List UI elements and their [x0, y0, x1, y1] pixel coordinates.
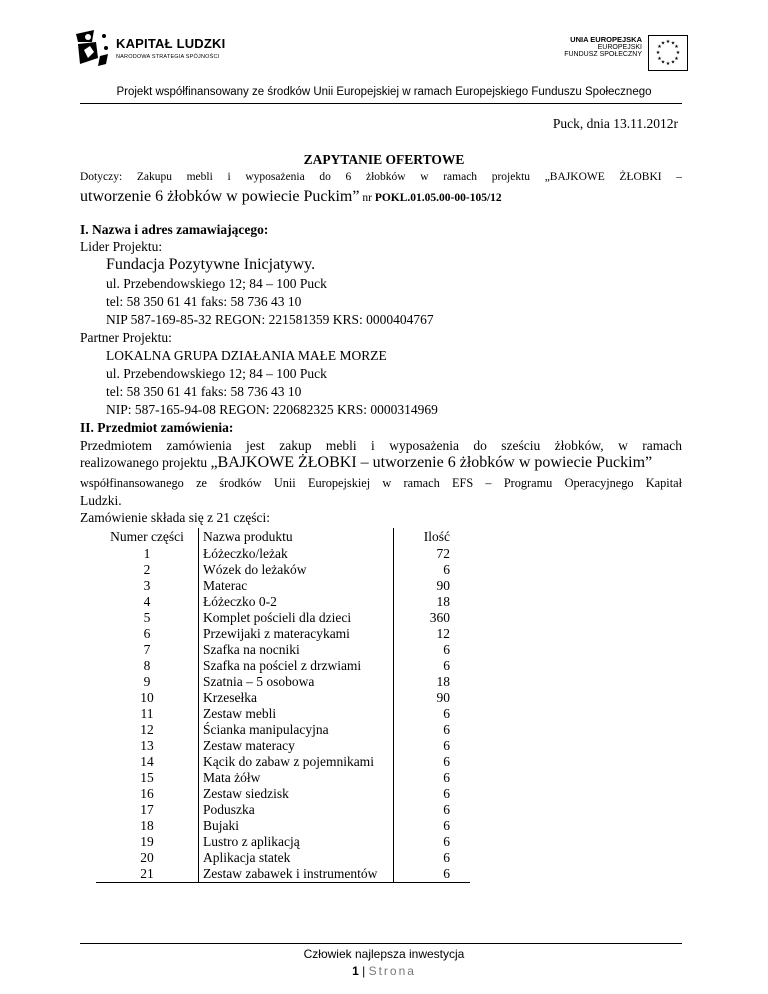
cell-product-name: Mata żółw — [199, 770, 394, 786]
cell-quantity: 72 — [394, 546, 471, 562]
logo-left-title: KAPITAŁ LUDZKI — [116, 36, 226, 51]
table-row — [96, 738, 470, 754]
cell-part-number: 2 — [143, 562, 151, 577]
table-row — [96, 642, 470, 658]
cell-part-number: 5 — [143, 610, 151, 625]
table-row — [96, 770, 470, 786]
cell-product-name: Lustro z aplikacją — [199, 834, 394, 850]
cell-product-name: Przewijaki z materacykami — [199, 626, 394, 642]
svg-text:★: ★ — [655, 50, 661, 56]
page-number: 1 — [352, 964, 359, 978]
header-cell-part-number: Numer części — [110, 529, 184, 544]
parts-intro: Zamówienie składa się z 21 części: — [80, 510, 271, 525]
cell-product-name: Krzesełka — [199, 690, 394, 706]
parts-table — [96, 528, 470, 883]
cell-part-number: 21 — [96, 866, 199, 883]
section-1-title: I. Nazwa i adres zamawiającego: — [80, 222, 269, 237]
subject-line-1: Przedmiotem zamówienia jest zakup mebli i wyposażenia do sześciu żłobków, w ramach — [80, 438, 682, 453]
svg-text:★: ★ — [670, 40, 676, 47]
cell-quantity: 6 — [394, 850, 471, 866]
leader-contact: tel: 58 350 61 41 faks: 58 736 43 10 — [106, 294, 302, 309]
table-row — [96, 626, 470, 642]
svg-text:★: ★ — [670, 59, 676, 66]
cell-quantity: 6 — [394, 658, 471, 674]
table-row — [96, 594, 470, 610]
cell-product-name: Poduszka — [199, 802, 394, 818]
cell-part-number: 1 — [143, 546, 151, 561]
cell-part-number: 7 — [143, 642, 151, 657]
table-row — [96, 834, 470, 850]
cell-quantity: 6 — [394, 754, 471, 770]
header-cell-product-name: Nazwa produktu — [199, 528, 394, 546]
page-number-footer: 1 | Strona — [352, 964, 416, 978]
eu-flag-icon — [648, 35, 688, 71]
cell-part-number: 6 — [143, 626, 151, 641]
cell-product-name: Kącik do zabaw z pojemnikami — [199, 754, 394, 770]
cell-product-name: Ścianka manipulacyjna — [199, 722, 394, 738]
table-row — [96, 818, 470, 834]
cell-product-name: Szatnia – 5 osobowa — [199, 674, 394, 690]
subject-line-4: Ludzki. — [80, 493, 122, 508]
table-row — [96, 610, 470, 626]
svg-text:★: ★ — [665, 61, 671, 67]
cell-quantity: 90 — [394, 690, 471, 706]
concerns-line-1: Dotyczy: Zakupu mebli i wyposażenia do 6 żłobków w ramach projektu „BAJKOWE ŻŁOBKI – — [80, 171, 682, 183]
svg-text:★: ★ — [674, 56, 679, 62]
leader-address: ul. Przebendowskiego 12; 84 – 100 Puck — [106, 276, 327, 291]
cell-product-name: Zestaw zabawek i instrumentów — [199, 866, 394, 883]
page-header — [0, 0, 768, 110]
cell-quantity: 12 — [394, 626, 471, 642]
table-row — [96, 546, 470, 562]
table-row — [96, 690, 470, 706]
partner-label: Partner Projektu: — [80, 330, 172, 345]
cell-quantity: 6 — [394, 834, 471, 850]
cell-quantity: 6 — [394, 722, 471, 738]
svg-text:★: ★ — [674, 44, 679, 50]
table-row — [96, 802, 470, 818]
cell-quantity: 6 — [394, 706, 471, 722]
project-code: POKL.01.05.00-00-105/12 — [374, 192, 502, 204]
cell-product-name: Zestaw mebli — [199, 706, 394, 722]
cell-product-name: Zestaw siedzisk — [199, 786, 394, 802]
cell-product-name: Materac — [199, 578, 394, 594]
kapital-ludzki-emblem-icon — [74, 28, 110, 68]
cell-quantity: 18 — [394, 674, 471, 690]
cell-part-number: 13 — [140, 738, 154, 753]
kapital-ludzki-logo — [74, 26, 274, 76]
page-word: Strona — [368, 964, 416, 978]
leader-name: Fundacja Pozytywne Inicjatywy. — [106, 256, 316, 273]
cell-quantity: 6 — [394, 802, 471, 818]
cell-part-number: 20 — [140, 850, 154, 865]
table-row — [96, 786, 470, 802]
cell-part-number: 14 — [140, 754, 154, 769]
table-header-row — [96, 528, 470, 546]
cell-product-name: Łóżeczko 0-2 — [199, 594, 394, 610]
cell-part-number: 3 — [143, 578, 151, 593]
eu-logo-line2: EUROPEJSKI — [597, 44, 642, 51]
cell-part-number: 18 — [140, 818, 154, 833]
cell-quantity: 360 — [394, 610, 471, 626]
table-row — [96, 562, 470, 578]
eu-logo — [548, 35, 688, 71]
cell-product-name: Aplikacja statek — [199, 850, 394, 866]
leader-label: Lider Projektu: — [80, 239, 163, 254]
subject-line-2: realizowanego projektu „BAJKOWE ŻŁOBKI – utworzenie 6 żłobków w powiecie Puckim” — [80, 454, 653, 471]
cell-quantity: 6 — [394, 866, 471, 883]
cell-part-number: 17 — [140, 802, 154, 817]
cell-part-number: 8 — [143, 658, 151, 673]
partner-contact: tel: 58 350 61 41 faks: 58 736 43 10 — [106, 384, 302, 399]
svg-text:★: ★ — [657, 56, 662, 62]
table-row — [96, 658, 470, 674]
cell-part-number: 15 — [140, 770, 154, 785]
cell-part-number: 10 — [140, 690, 154, 705]
table-row — [96, 850, 470, 866]
cell-product-name: Szafka na nocniki — [199, 642, 394, 658]
subject-line-3: współfinansowanego ze środków Unii Europejskiej w ramach EFS – Programu Operacyjnego Kapitał — [80, 476, 682, 490]
svg-text:★: ★ — [660, 59, 666, 66]
cell-quantity: 6 — [394, 642, 471, 658]
partner-address: ul. Przebendowskiego 12; 84 – 100 Puck — [106, 366, 327, 381]
svg-text:★: ★ — [665, 39, 671, 45]
footer-divider — [80, 943, 682, 944]
header-cell-quantity: Ilość — [394, 528, 471, 546]
cell-product-name: Wózek do leżaków — [199, 562, 394, 578]
section-2-title: II. Przedmiot zamówienia: — [80, 420, 234, 435]
cell-product-name: Bujaki — [199, 818, 394, 834]
cell-product-name: Szafka na pościel z drzwiami — [199, 658, 394, 674]
cofinancing-note: Projekt współfinansowany ze środków Unii Europejskiej w ramach Europejskiego Funduszu Społecznego — [116, 86, 652, 98]
document-title: ZAPYTANIE OFERTOWE — [303, 152, 465, 167]
footer-slogan: Człowiek najlepsza inwestycja — [303, 947, 465, 961]
leader-ids: NIP 587-169-85-32 REGON: 221581359 KRS: 0000404767 — [106, 312, 434, 327]
table-row — [96, 578, 470, 594]
cell-product-name: Łóżeczko/leżak — [199, 546, 394, 562]
cell-part-number: 12 — [140, 722, 154, 737]
cell-product-name: Komplet pościeli dla dzieci — [199, 610, 394, 626]
table-row — [96, 866, 470, 883]
cell-part-number: 16 — [140, 786, 154, 801]
svg-text:★: ★ — [657, 44, 662, 50]
concerns-line-2: utworzenie 6 żłobków w powiecie Puckim” nr POKL.01.05.00-00-105/12 — [80, 188, 502, 205]
cell-quantity: 6 — [394, 770, 471, 786]
cell-quantity: 6 — [394, 562, 471, 578]
cell-quantity: 6 — [394, 818, 471, 834]
partner-ids: NIP: 587-165-94-08 REGON: 220682325 KRS: 0000314969 — [106, 402, 438, 417]
logo-left-subtitle: NARODOWA STRATEGIA SPÓJNOŚCI — [116, 54, 220, 60]
header-divider — [80, 103, 682, 104]
cell-quantity: 18 — [394, 594, 471, 610]
table-row — [96, 706, 470, 722]
cell-quantity: 6 — [394, 786, 471, 802]
table-row — [96, 674, 470, 690]
project-name: „BAJKOWE ŻŁOBKI – utworzenie 6 żłobków w powiecie Puckim” — [210, 454, 653, 471]
cell-part-number: 11 — [140, 706, 154, 721]
eu-logo-line3: FUNDUSZ SPOŁECZNY — [564, 51, 642, 58]
svg-text:★: ★ — [675, 50, 681, 56]
eu-logo-line1: UNIA EUROPEJSKA — [570, 35, 642, 44]
cell-part-number: 9 — [143, 674, 151, 689]
cell-quantity: 6 — [394, 738, 471, 754]
svg-text:★: ★ — [660, 40, 666, 47]
partner-name: LOKALNA GRUPA DZIAŁANIA MAŁE MORZE — [106, 348, 387, 363]
cell-quantity: 90 — [394, 578, 471, 594]
cell-part-number: 19 — [140, 834, 154, 849]
cell-part-number: 4 — [143, 594, 151, 609]
table-row — [96, 754, 470, 770]
cell-product-name: Zestaw materacy — [199, 738, 394, 754]
table-row — [96, 722, 470, 738]
place-date: Puck, dnia 13.11.2012r — [552, 116, 678, 131]
